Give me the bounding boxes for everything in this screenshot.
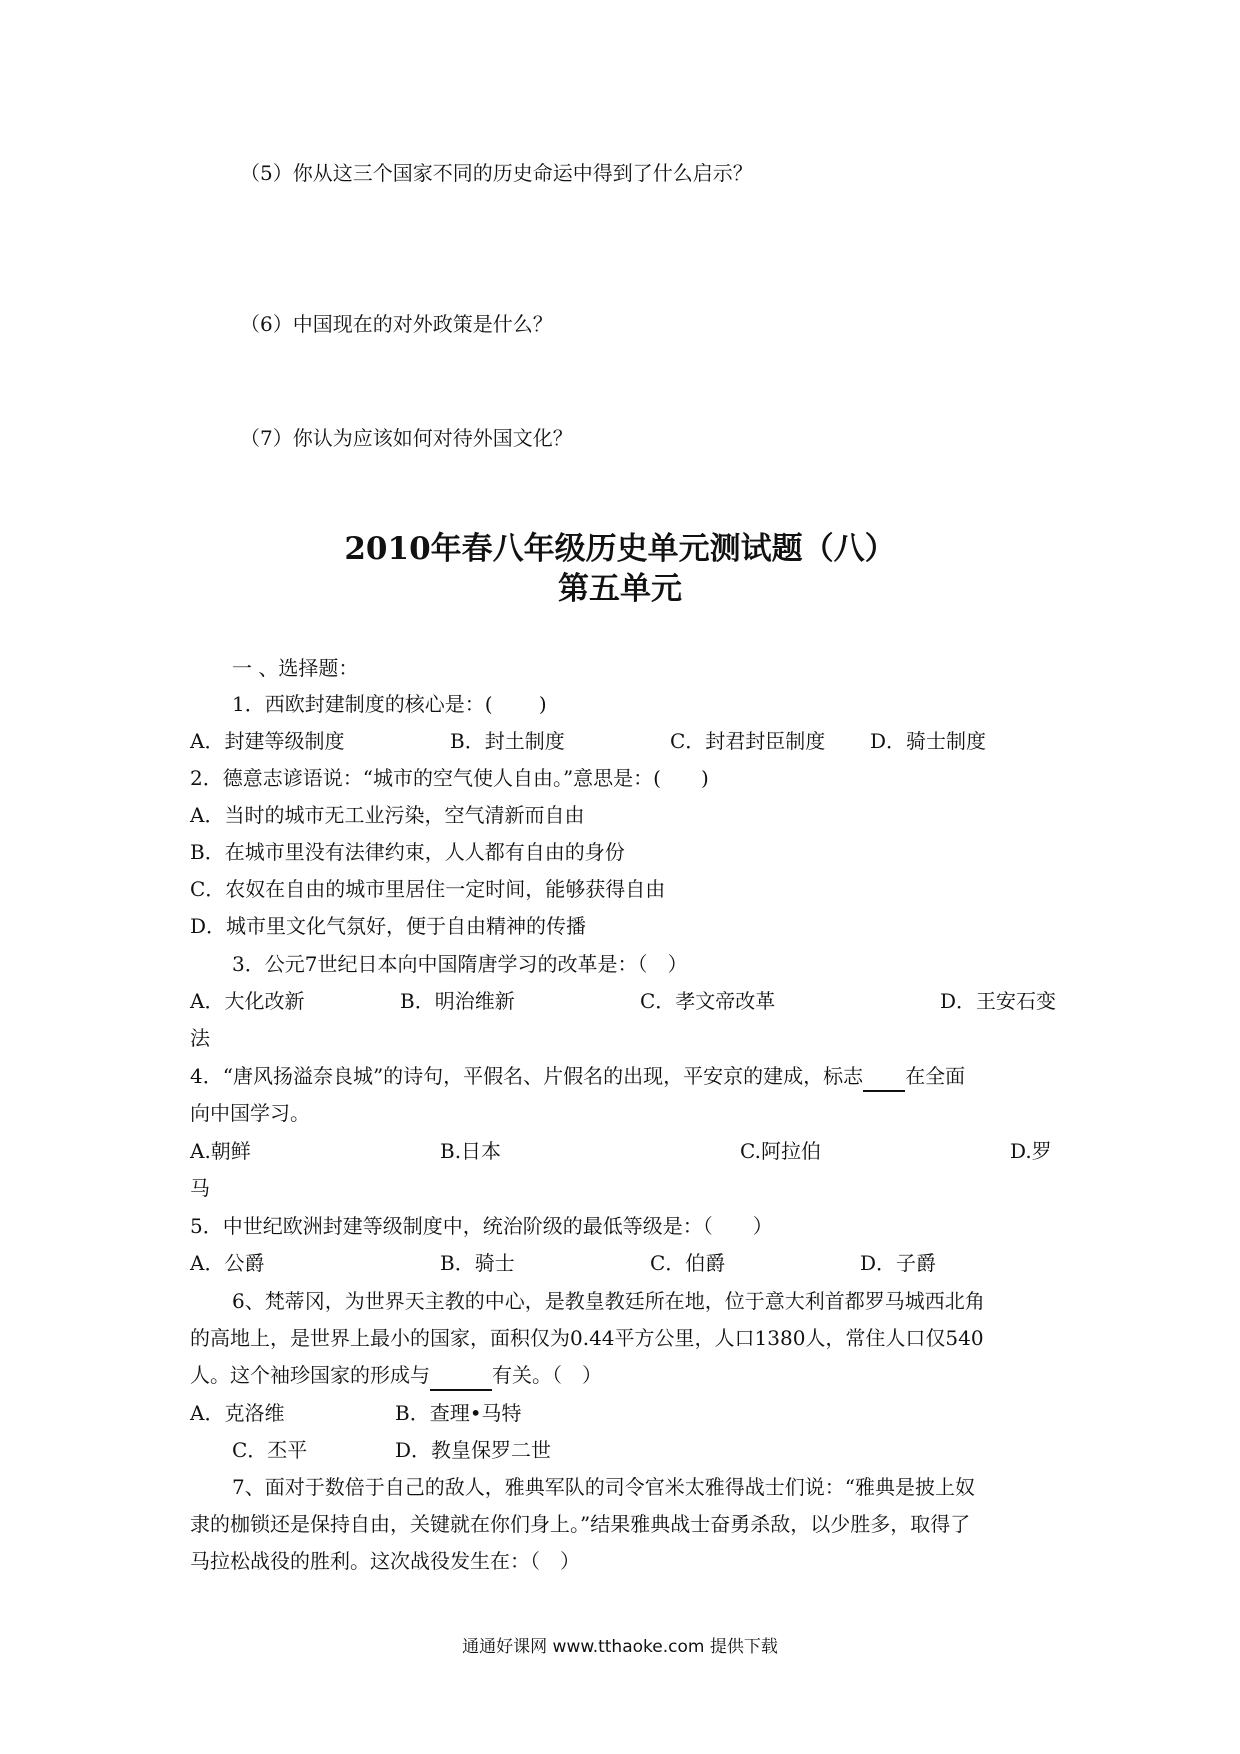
page-title: 2010年春八年级历史单元测试题（八） bbox=[344, 531, 896, 567]
q4-stem bbox=[190, 1062, 965, 1092]
q1-stem: 1．西欧封建制度的核心是：( ) bbox=[232, 692, 547, 716]
q4-stem-start: 4．“唐风扬溢奈良城”的诗句，平假名、片假名的出现，平安京的建成，标志 bbox=[190, 1064, 864, 1088]
q6-line1: 6、梵蒂冈，为世界天主教的中心，是教皇教廷所在地，位于意大利首都罗马城西北角 bbox=[232, 1289, 985, 1313]
q1-option-a: A．封建等级制度 bbox=[190, 729, 345, 753]
q3-option-c: C．孝文帝改革 bbox=[640, 989, 776, 1013]
q2-stem: 2．德意志谚语说：“城市的空气使人自由。”意思是：( ) bbox=[190, 766, 709, 790]
q2-option-b: B．在城市里没有法律约束，人人都有自由的身份 bbox=[190, 840, 625, 864]
q3-option-d-wrap: 法 bbox=[190, 1026, 210, 1050]
q1-option-c: C．封君封臣制度 bbox=[670, 729, 826, 753]
q6-line3-end: 有关。（ ） bbox=[492, 1363, 602, 1387]
q2-option-a: A．当时的城市无工业污染，空气清新而自由 bbox=[190, 803, 585, 827]
q4-option-d-wrap: 马 bbox=[190, 1176, 210, 1200]
q4-option-c: C.阿拉伯 bbox=[740, 1139, 821, 1163]
q4-option-a: A.朝鲜 bbox=[190, 1139, 251, 1163]
q5-option-d: D．子爵 bbox=[860, 1251, 937, 1275]
q6-line3 bbox=[190, 1361, 602, 1391]
page-subtitle: 第五单元 bbox=[558, 571, 682, 607]
q3-stem: 3．公元7世纪日本向中国隋唐学习的改革是：（ ） bbox=[232, 952, 688, 976]
q6-option-a: A．克洛维 bbox=[190, 1401, 285, 1425]
q7-line2: 隶的枷锁还是保持自由，关键就在你们身上。”结果雅典战士奋勇杀敌，以少胜多，取得了 bbox=[190, 1512, 971, 1536]
q3-option-a: A．大化改新 bbox=[190, 989, 305, 1013]
q5-stem: 5．中世纪欧洲封建等级制度中，统治阶级的最低等级是：（ ） bbox=[190, 1214, 773, 1238]
q6-line2: 的高地上，是世界上最小的国家，面积仅为0.44平方公里，人口1380人，常住人口仅540 bbox=[190, 1326, 984, 1350]
q6-answer-blank bbox=[430, 1361, 492, 1391]
q6-option-c: C．丕平 bbox=[232, 1438, 308, 1462]
q4-option-b: B.日本 bbox=[440, 1139, 502, 1163]
page-footer: 通通好课网 www.tthaoke.com 提供下载 bbox=[462, 1637, 778, 1657]
q7-line1: 7、面对于数倍于自己的敌人，雅典军队的司令官米太雅得战士们说：“雅典是披上奴 bbox=[232, 1475, 975, 1499]
q6-option-b: B．查理•马特 bbox=[395, 1401, 522, 1425]
q5-option-a: A．公爵 bbox=[190, 1251, 265, 1275]
q3-option-d: D．王安石变 bbox=[940, 989, 1057, 1013]
q4-stem-line2: 向中国学习。 bbox=[190, 1101, 310, 1125]
q3-option-b: B．明治维新 bbox=[400, 989, 515, 1013]
q6-option-d: D．教皇保罗二世 bbox=[395, 1438, 552, 1462]
q4-stem-end: 在全面 bbox=[905, 1064, 966, 1088]
q1-option-d: D．骑士制度 bbox=[870, 729, 987, 753]
question-7-prior: （7）你认为应该如何对待外国文化？ bbox=[240, 426, 573, 450]
q5-option-b: B．骑士 bbox=[440, 1251, 515, 1275]
section-heading: 一 、选择题： bbox=[232, 656, 359, 680]
question-5-prior: （5）你从这三个国家不同的历史命运中得到了什么启示？ bbox=[240, 161, 753, 185]
q2-option-c: C．农奴在自由的城市里居住一定时间，能够获得自由 bbox=[190, 877, 666, 901]
q7-line3: 马拉松战役的胜利。这次战役发生在：（ ） bbox=[190, 1549, 580, 1573]
question-6-prior: （6）中国现在的对外政策是什么？ bbox=[240, 312, 553, 336]
q2-option-d: D．城市里文化气氛好，便于自由精神的传播 bbox=[190, 914, 587, 938]
q5-option-c: C．伯爵 bbox=[650, 1251, 726, 1275]
q4-option-d: D.罗 bbox=[1010, 1139, 1052, 1163]
q1-option-b: B．封土制度 bbox=[450, 729, 565, 753]
q4-answer-blank bbox=[863, 1062, 905, 1092]
q6-line3-start: 人。这个袖珍国家的形成与 bbox=[190, 1363, 430, 1387]
